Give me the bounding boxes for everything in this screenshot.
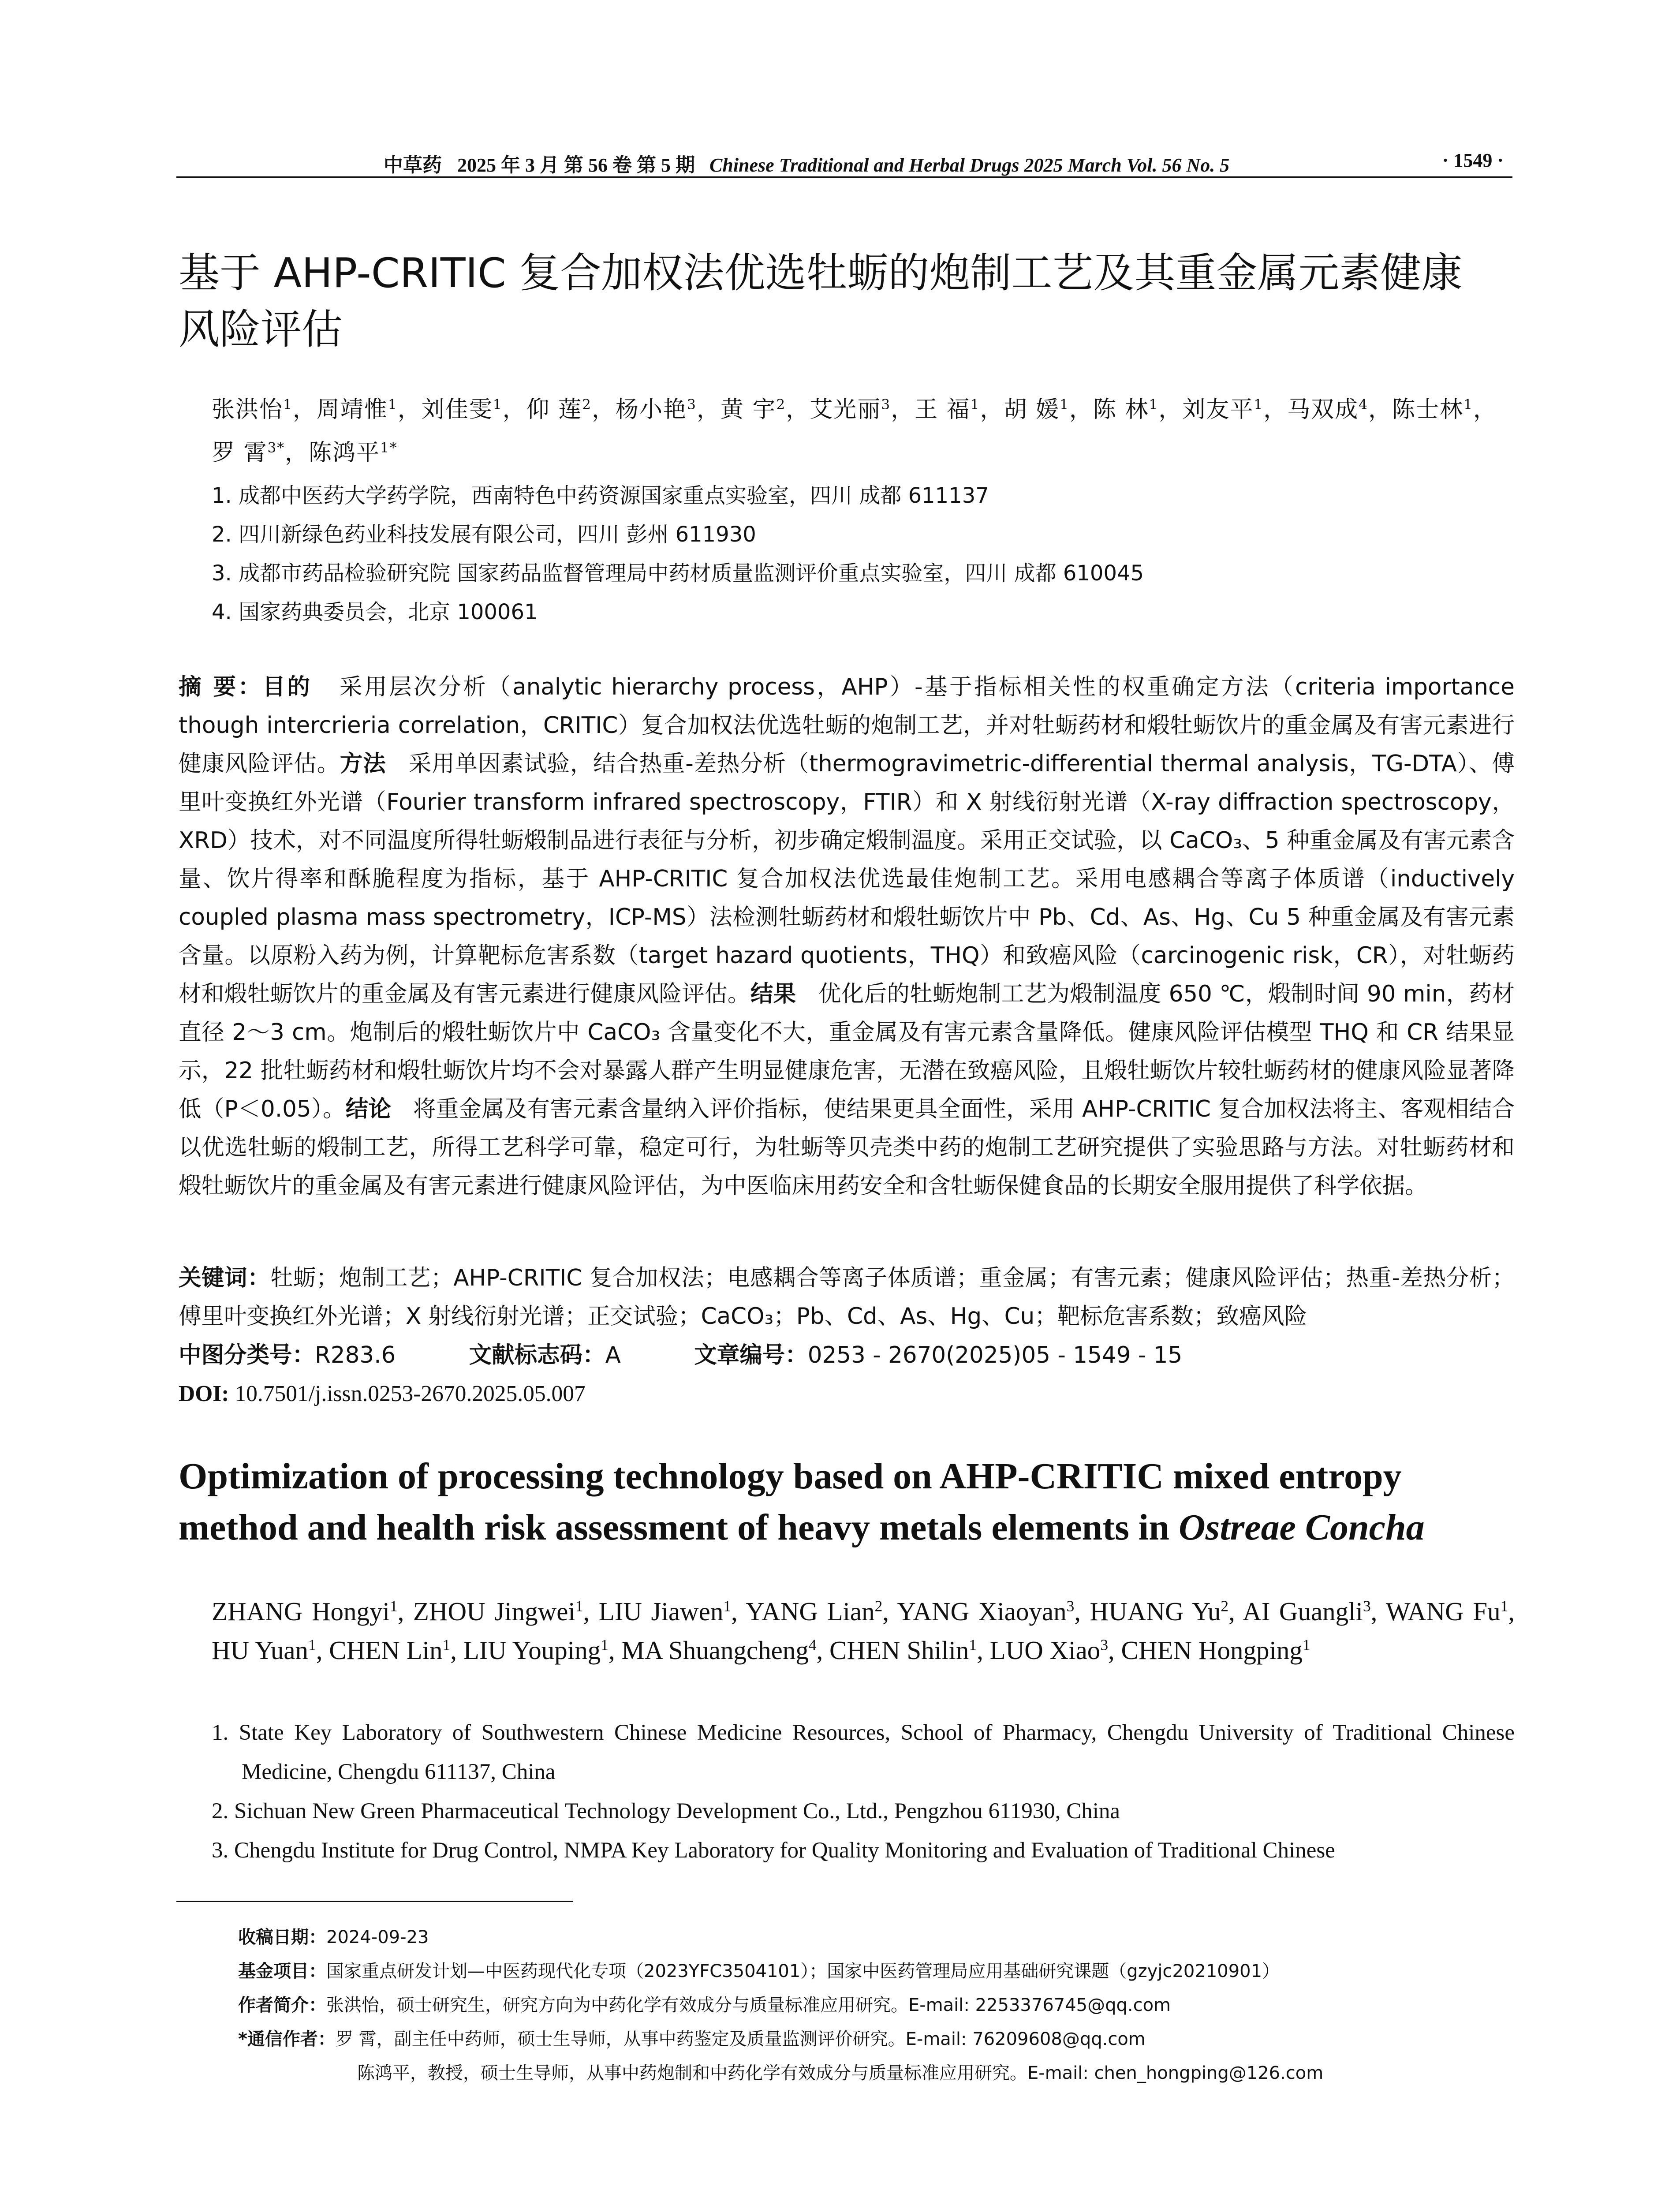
author-name: 陈士林$^1$ — [1392, 396, 1473, 423]
affiliation-mark: 2 — [874, 1597, 883, 1615]
footnotes — [238, 1921, 1539, 2090]
affiliation-mark: 1 — [1060, 396, 1069, 413]
article-no-label: 文章编号： — [694, 1342, 808, 1368]
author-name: CHEN Shilin$^1$ — [829, 1636, 977, 1665]
page-number: · 1549 · — [1442, 149, 1504, 171]
author-name: 陈 林$^1$ — [1093, 396, 1159, 423]
author-name: HU Yuan$^1$ — [212, 1636, 316, 1665]
author-bio-label: 作者简介： — [238, 1995, 326, 2015]
abstract — [179, 668, 1515, 1205]
affiliation-mark: 3 — [687, 396, 697, 413]
objective-text: 采用层次分析（analytic hierarchy process，AHP）-基于指标相关性的权重确定方法（criteria importance though intercrieria correlation，CRITIC）复合加权法优选牡蛎的炮制工艺，并对牡蛎药材和煅牡蛎饮片的重金属及有害元素进行健康风险评估。 — [179, 674, 1515, 777]
keywords — [179, 1259, 1515, 1336]
affiliation-mark: 1 — [1463, 396, 1473, 413]
footnote-corr-2 — [238, 2056, 1539, 2090]
affiliation-mark: 1 — [389, 1597, 398, 1615]
title-en-species: Ostreae Concha — [1178, 1507, 1425, 1548]
conclusion-label: 结论 — [345, 1096, 392, 1122]
author-name: CHEN Hongping$^1$ — [1121, 1636, 1310, 1665]
author-name: WANG Fu$^1$ — [1385, 1597, 1508, 1626]
affiliation-en-3: 3. Chengdu Institute for Drug Control, NMPA Key Laboratory for Quality Monitoring and Evaluation of Traditional Chinese — [212, 1838, 1335, 1863]
received-label: 收稿日期： — [238, 1927, 326, 1947]
keywords-text: 牡蛎；炮制工艺；AHP-CRITIC 复合加权法；电感耦合等离子体质谱；重金属；有害元素；健康风险评估；热重-差热分析；傅里叶变换红外光谱；X 射线衍射光谱；正交试验；CaCO₃；Pb、Cd、As、Hg、Cu；靶标危害系数；致癌风险 — [179, 1265, 1515, 1330]
affiliation-mark: 3 — [1066, 1597, 1075, 1615]
running-header — [176, 146, 1512, 178]
title-en — [179, 1451, 1528, 1553]
affiliation-mark: 2 — [1221, 1597, 1229, 1615]
doc-code-label: 文献标志码： — [469, 1342, 605, 1368]
journal-en: Chinese Traditional and Herbal Drugs 2025 March Vol. 56 No. 5 — [709, 154, 1230, 176]
affiliation-mark: 1 — [1149, 396, 1159, 413]
issue-cn: 2025 年 3 月 第 56 卷 第 5 期 — [457, 154, 695, 176]
author-name: 王 福$^1$ — [915, 396, 980, 423]
footnote-author — [238, 1988, 1539, 2022]
affiliation-cn-4: 4. 国家药典委员会，北京 100061 — [212, 600, 538, 624]
article-no-value: 0253 - 2670(2025)05 - 1549 - 15 — [807, 1342, 1183, 1368]
affiliation-mark: 1 — [575, 1597, 583, 1615]
conclusion-text: 将重金属及有害元素含量纳入评价指标，使结果更具全面性，采用 AHP-CRITIC 复合加权法将主、客观相结合以优选牡蛎的煅制工艺，所得工艺科学可靠，稳定可行，为牡蛎等贝壳类中药的炮制工艺研究提供了实验思路与方法。对牡蛎药材和煅牡蛎饮片的重金属及有害元素进行健康风险评估，为中医临床用药安全和含牡蛎保健食品的长期安全服用提供了科学依据。 — [179, 1096, 1515, 1199]
title-en-line2: method and health risk assessment of heavy metals elements in — [179, 1507, 1179, 1548]
author-name: ZHOU Jingwei$^1$ — [413, 1597, 583, 1626]
affiliation-mark: 1 — [1500, 1597, 1508, 1615]
title-en-line1: Optimization of processing technology based on AHP-CRITIC mixed entropy — [179, 1456, 1402, 1497]
affiliation-mark: 1 — [1302, 1636, 1310, 1654]
author-name: 张洪怡$^1$ — [212, 396, 293, 423]
affiliations-cn — [212, 476, 1517, 632]
author-name: LIU Youping$^1$ — [463, 1636, 609, 1665]
author-name: 仰 莲$^2$ — [526, 396, 592, 423]
objective-label: 目的 — [262, 674, 312, 700]
author-name: MA Shuangcheng$^4$ — [621, 1636, 817, 1665]
affiliation-mark: 1 — [969, 1636, 977, 1654]
affiliation-mark: 1 — [601, 1636, 609, 1654]
author-name: 杨小艳$^3$ — [616, 396, 697, 423]
author-name: LUO Xiao$^3$ — [989, 1636, 1109, 1665]
affiliation-mark: 3 — [1100, 1636, 1109, 1654]
footnote-fund — [238, 1955, 1539, 1988]
author-name: YANG Xiaoyan$^3$ — [897, 1597, 1075, 1626]
corr-label: *通信作者： — [238, 2029, 336, 2049]
fund-text: 国家重点研发计划—中医药现代化专项（2023YFC3504101）；国家中医药管理局应用基础研究课题（gzyjc20210901） — [326, 1961, 1280, 1981]
clc-label: 中图分类号： — [179, 1342, 315, 1368]
author-name: 艾光丽$^3$ — [810, 396, 891, 423]
affiliation-mark: 1 — [1254, 396, 1264, 413]
affiliation-mark: 1 — [970, 396, 980, 413]
affiliation-mark: 1 — [283, 396, 293, 413]
affiliation-en-1: 1. State Key Laboratory of Southwestern Chinese Medicine Resources, School of Pharmacy, Chengdu University of Traditional Chinese Medicine, Chengdu 611137, China — [212, 1720, 1515, 1784]
affiliation-en-2: 2. Sichuan New Green Pharmaceutical Technology Development Co., Ltd., Pengzhou 611930, China — [212, 1799, 1120, 1824]
footnote-received — [238, 1921, 1539, 1955]
affiliation-mark: 3 — [1363, 1597, 1371, 1615]
classification-line — [179, 1336, 1515, 1375]
affiliation-mark: 1 — [388, 396, 398, 413]
affiliation-mark: 2 — [776, 396, 786, 413]
methods-label: 方法 — [340, 751, 386, 777]
author-name: LIU Jiawen$^1$ — [598, 1597, 732, 1626]
author-name: AI Guangli$^3$ — [1243, 1597, 1371, 1626]
authors-en: ZHANG Hongyi$^1$, ZHOU Jingwei$^1$, LIU Jiawen$^1$, YANG Lian$^2$, YANG Xiaoyan$^3$, HUANG Yu$^2$, AI Guangli$^3$, WANG Fu$^1$, HU Yuan$^1$, CHEN Lin$^1$, LIU Youping$^1$, MA Shuangcheng$^4$, CHEN Shilin$^1$, LUO Xiao$^3$, CHEN Hongping$^1$ — [212, 1597, 1515, 1665]
affiliation-mark: 1 — [493, 396, 503, 413]
affiliation-cn-3: 3. 成都市药品检验研究院 国家药品监督管理局中药材质量监测评价重点实验室，四川 成都 610045 — [212, 561, 1144, 586]
affiliations-en — [212, 1713, 1515, 1870]
affiliation-mark: 3* — [267, 440, 285, 456]
affiliation-cn-2: 2. 四川新绿色药业科技发展有限公司，四川 彭州 611930 — [212, 522, 756, 547]
journal-brand: 中草药 — [384, 154, 442, 176]
doi-line — [179, 1375, 1515, 1413]
doi-label: DOI: — [179, 1381, 229, 1406]
affiliation-mark: 1 — [442, 1636, 451, 1654]
author-name: 刘友平$^1$ — [1182, 396, 1264, 423]
affiliation-mark: 2 — [582, 396, 592, 413]
author-name: 周靖惟$^1$ — [316, 396, 398, 423]
methods-text: 采用单因素试验，结合热重-差热分析（thermogravimetric-differential thermal analysis，TG-DTA）、傅里叶变换红外光谱（Fourier transform infrared spectroscopy，FTIR）和 X 射线衍射光谱（X-ray diffraction spectroscopy，XRD）技术，对不同温度所得牡蛎煅制品进行表征与分析，初步确定煅制温度。采用正交试验，以 CaCO₃、5 种重金属及有害元素含量、饮片得率和酥脆程度为指标，基于 AHP-CRITIC 复合加权法优选最佳炮制工艺。采用电感耦合等离子体质谱（inductively coupled plasma mass spectrometry，ICP-MS）法检测牡蛎药材和煅牡蛎饮片中 Pb、Cd、As、Hg、Cu 5 种重金属及有害元素含量。以原粉入药为例，计算靶标危害系数（target hazard quotients，THQ）和致癌风险（carcinogenic risk，CR），对牡蛎药材和煅牡蛎饮片的重金属及有害元素进行健康风险评估。 — [179, 751, 1515, 1007]
author-name: 马双成$^4$ — [1287, 396, 1369, 423]
clc-value: R283.6 — [315, 1342, 396, 1368]
header-center — [384, 149, 1229, 177]
affiliation-mark: 1* — [380, 440, 398, 456]
results-text: 优化后的牡蛎炮制工艺为煅制温度 650 ℃，煅制时间 90 min，药材直径 2～3 cm。炮制后的煅牡蛎饮片中 CaCO₃ 含量变化不大，重金属及有害元素含量降低。健康风险评估模型 THQ 和 CR 结果显示，22 批牡蛎药材和煅牡蛎饮片均不会对暴露人群产生明显健康危害，无潜在致癌风险，且煅牡蛎饮片较牡蛎药材的健康风险显著降低（P＜0.05）。 — [179, 981, 1515, 1122]
author-name: 黄 宇$^2$ — [720, 396, 786, 423]
author-name: 罗 霄$^{3*}$ — [212, 440, 285, 466]
doc-code-value: A — [605, 1342, 621, 1368]
doi-link[interactable]: 10.7501/j.issn.0253-2670.2025.05.007 — [235, 1381, 586, 1406]
author-name: 陈鸿平$^{1*}$ — [308, 440, 398, 466]
footnote-rule — [176, 1901, 573, 1902]
results-label: 结果 — [750, 981, 796, 1007]
author-name: ZHANG Hongyi$^1$ — [212, 1597, 398, 1626]
title-cn-line1: 基于 AHP-CRITIC 复合加权法优选牡蛎的炮制工艺及其重金属元素健康 — [179, 249, 1463, 297]
affiliation-cn-1: 1. 成都中医药大学药学院，西南特色中药资源国家重点实验室，四川 成都 611137 — [212, 483, 989, 508]
keywords-label: 关键词： — [179, 1265, 270, 1291]
corr-2-text: 陈鸿平，教授，硕士生导师，从事中药炮制和中药化学有效成分与质量标准应用研究。E-mail: chen_hongping@126.com — [357, 2063, 1324, 2083]
received-date: 2024-09-23 — [326, 1927, 429, 1947]
author-name: 刘佳雯$^1$ — [421, 396, 503, 423]
corr-1-text: 罗 霄，副主任中药师，硕士生导师，从事中药鉴定及质量监测评价研究。E-mail: 76209608@qq.com — [335, 2029, 1146, 2049]
affiliation-mark: 1 — [308, 1636, 316, 1654]
author-name: 胡 媛$^1$ — [1004, 396, 1069, 423]
author-name: CHEN Lin$^1$ — [329, 1636, 451, 1665]
footnote-corr-1 — [238, 2022, 1539, 2056]
author-name: HUANG Yu$^2$ — [1090, 1597, 1229, 1626]
author-bio-text: 张洪怡，硕士研究生，研究方向为中药化学有效成分与质量标准应用研究。E-mail: 2253376745@qq.com — [326, 1995, 1171, 2015]
authors-cn: 张洪怡$^1$，周靖惟$^1$，刘佳雯$^1$，仰 莲$^2$，杨小艳$^3$，黄 宇$^2$，艾光丽$^3$，王 福$^1$，胡 媛$^1$，陈 林$^1$，刘友平$^1$，马双成$^4$，陈士林$^1$，罗 霄$^{3*}$，陈鸿平$^{1*}$ — [212, 396, 1497, 466]
abstract-label: 摘 要： — [179, 674, 263, 700]
fund-label: 基金项目： — [238, 1961, 326, 1981]
author-name: YANG Lian$^2$ — [746, 1597, 883, 1626]
affiliation-mark: 3 — [881, 396, 891, 413]
affiliation-mark: 1 — [723, 1597, 732, 1615]
affiliation-mark: 4 — [1359, 396, 1369, 413]
title-cn — [179, 245, 1523, 358]
title-cn-line2: 风险评估 — [179, 306, 343, 353]
affiliation-mark: 4 — [808, 1636, 817, 1654]
